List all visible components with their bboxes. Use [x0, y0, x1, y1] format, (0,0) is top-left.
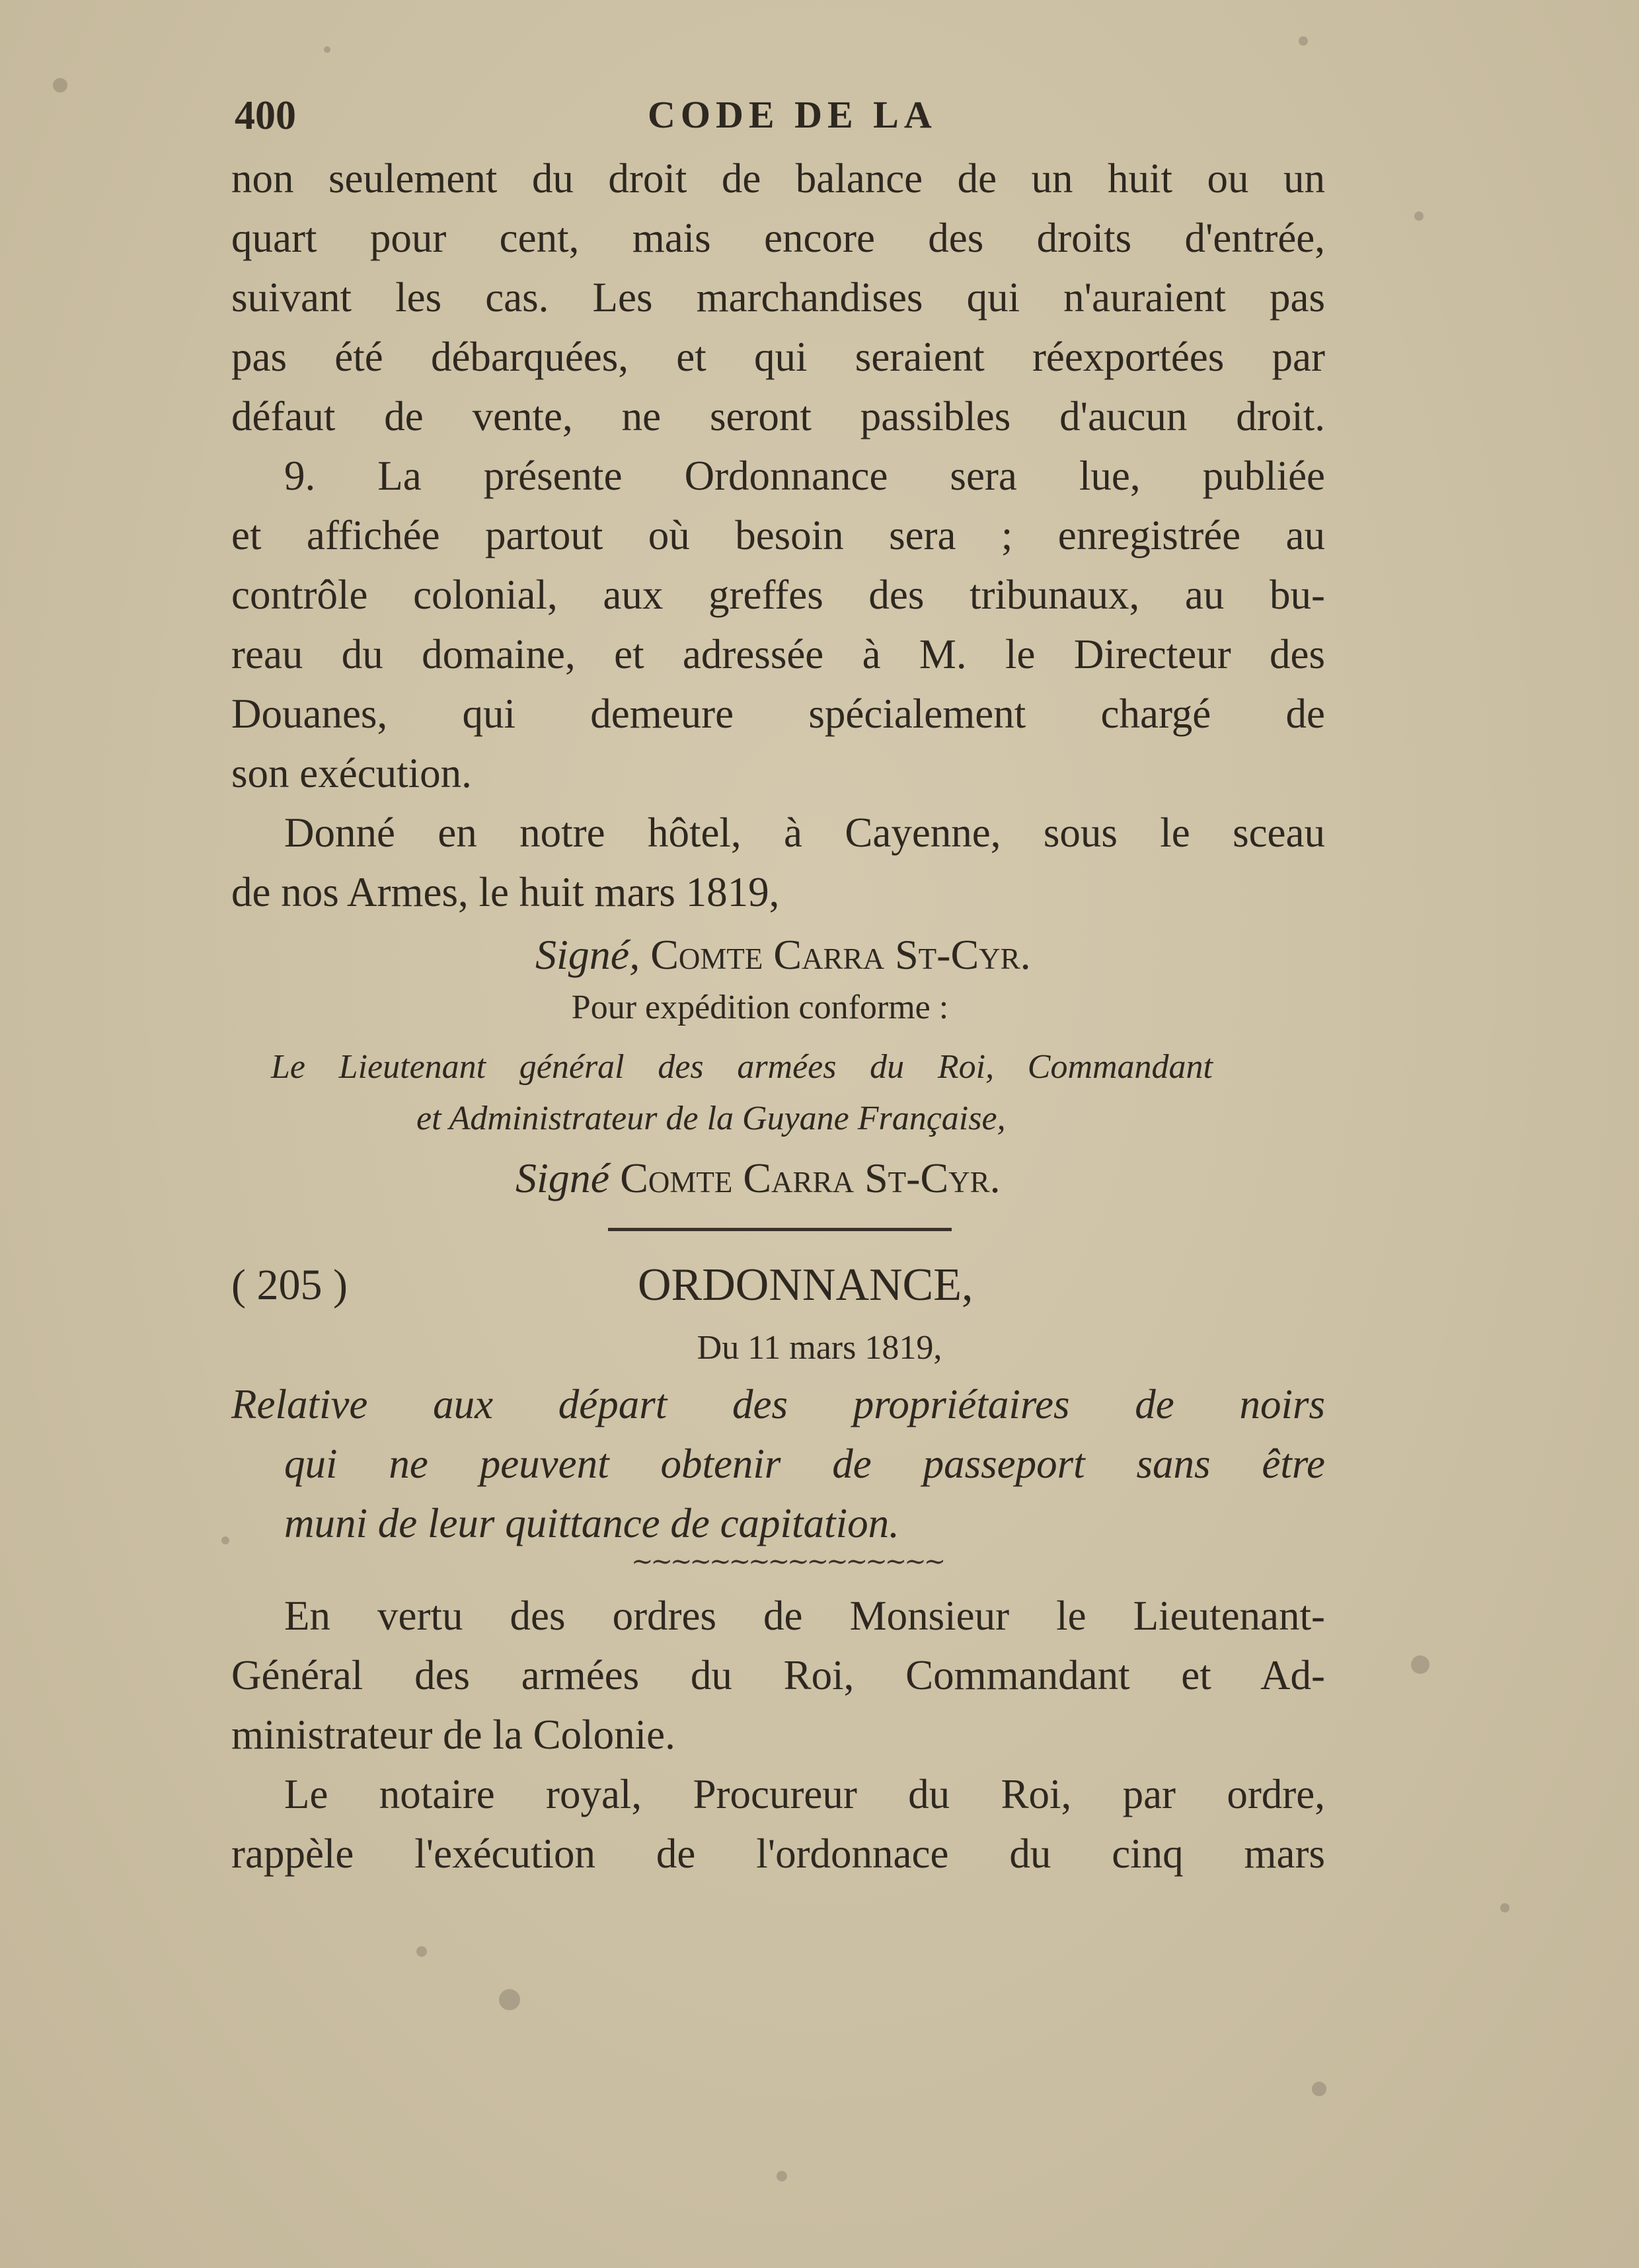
paper-speck: [777, 2171, 787, 2181]
body-line: et affichée partout où besoin sera ; enregistrée au: [231, 512, 1325, 558]
final-signature-line: [515, 1149, 1375, 1208]
body-line: pas été débarquées, et qui seraient réexportées par: [231, 334, 1325, 380]
paper-speck: [53, 78, 67, 93]
running-title: CODE DE LA: [648, 93, 937, 136]
body-line: son exécution.: [231, 750, 472, 796]
subject-line: Relative aux départ des propriétaires de noirs: [231, 1381, 1325, 1427]
signature-line: [535, 925, 1394, 985]
subject-line: qui ne peuvent obtenir de passeport sans être: [284, 1441, 1325, 1487]
ordonnance-text-line: Général des armées du Roi, Commandant et Ad-: [231, 1652, 1325, 1698]
paper-speck: [499, 1989, 520, 2010]
ordonnance-number: ( 205 ): [231, 1261, 348, 1309]
conforme-line: Pour expédition conforme :: [571, 989, 949, 1026]
signed-name: Comte Carra St-Cyr.: [650, 931, 1031, 978]
ordonnance-text-line: Le notaire royal, Procureur du Roi, par ordre,: [284, 1771, 1325, 1817]
body-line: 9. La présente Ordonnance sera lue, publiée: [284, 453, 1325, 499]
ordonnance-text-line: En vertu des ordres de Monsieur le Lieutenant-: [284, 1593, 1325, 1639]
body-line: Donné en notre hôtel, à Cayenne, sous le sceau: [284, 810, 1325, 856]
ordonnance-heading: ORDONNANCE,: [638, 1260, 973, 1310]
page-number: 400: [235, 93, 296, 138]
body-line: défaut de vente, ne seront passibles d'aucun droit.: [231, 393, 1325, 439]
paper-speck: [221, 1536, 229, 1544]
body-line: non seulement du droit de balance de un huit ou un: [231, 155, 1325, 202]
paper-speck: [1299, 36, 1308, 46]
wavy-separator: ~~~~~~~~~~~~~~~~: [631, 1546, 944, 1577]
ordonnance-text-line: rappèle l'exécution de l'ordonnace du cinq mars: [231, 1831, 1325, 1877]
signed-label: Signé,: [535, 931, 640, 978]
body-line: de nos Armes, le huit mars 1819,: [231, 869, 780, 915]
separator-rule: [608, 1228, 952, 1231]
paper-speck: [1312, 2082, 1326, 2096]
paper-speck: [324, 46, 330, 53]
ordonnance-text-line: ministrateur de la Colonie.: [231, 1712, 675, 1758]
subject-line: muni de leur quittance de capitation.: [284, 1500, 899, 1546]
body-line: contrôle colonial, aux greffes des tribunaux, au bu-: [231, 572, 1325, 618]
paper-speck: [416, 1946, 427, 1957]
paper-speck: [1411, 1655, 1429, 1674]
body-line: quart pour cent, mais encore des droits d'entrée,: [231, 215, 1325, 261]
final-signed-label: Signé: [515, 1154, 610, 1201]
paper-speck: [1500, 1903, 1509, 1912]
title-line: Le Lieutenant général des armées du Roi, Commandant: [271, 1048, 1213, 1086]
final-signed-name: Comte Carra St-Cyr.: [620, 1154, 1001, 1201]
body-line: Douanes, qui demeure spécialement chargé de: [231, 691, 1325, 737]
running-header: [235, 93, 1322, 145]
title-line: et Administrateur de la Guyane Française,: [416, 1100, 1006, 1137]
body-line: reau du domaine, et adressée à M. le Directeur des: [231, 631, 1325, 677]
paper-speck: [1414, 211, 1424, 221]
ordonnance-date: Du 11 mars 1819,: [697, 1329, 942, 1367]
body-line: suivant les cas. Les marchandises qui n'auraient pas: [231, 274, 1325, 321]
